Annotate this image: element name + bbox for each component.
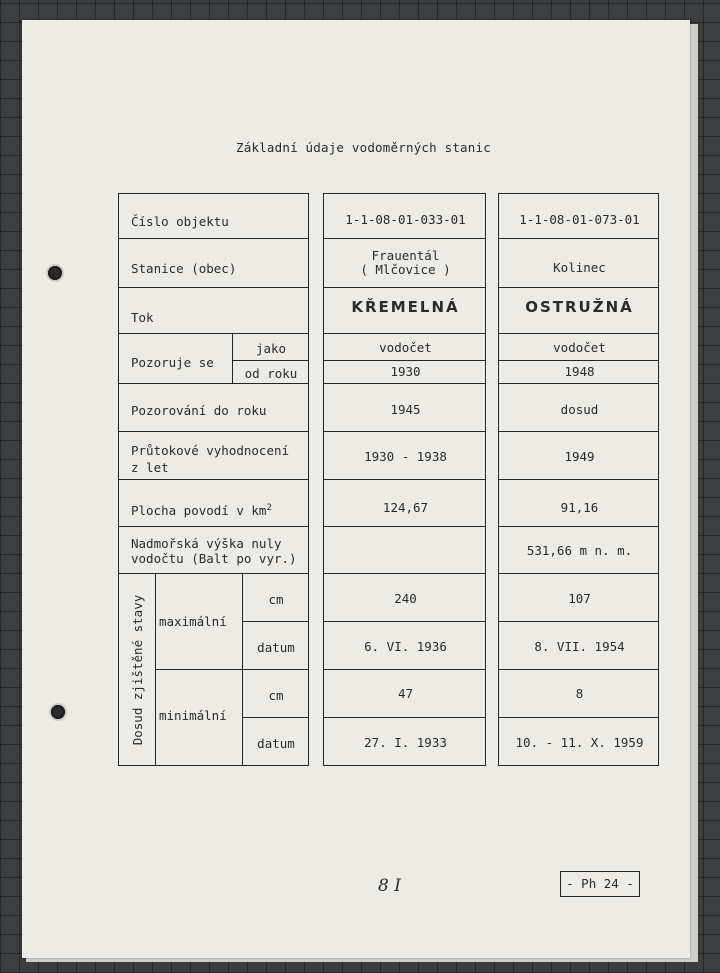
station-2-nadmorska: 531,66 m n. m. [526,543,633,558]
label-table [118,193,309,766]
station-2-table [498,193,659,766]
station-2-max-cm: 107 [568,591,591,606]
label-minimalni: minimální [159,708,227,723]
label-nadmorska-2: vodočtu (Balt po vyr.) [131,551,297,566]
station-1-stanice-2: ( Mlčovice ) [360,262,451,277]
label-tok: Tok [131,310,154,325]
label-max-cm: cm [268,592,284,607]
station-1-od-roku: 1930 [390,364,421,379]
station-1-do-roku: 1945 [390,402,421,417]
label-pozoruje-se: Pozoruje se [131,355,214,370]
station-2-od-roku: 1948 [564,364,595,379]
label-od-roku: od roku [244,366,298,381]
label-pozorovani-do-roku: Pozorování do roku [131,403,267,418]
punch-hole-bottom [51,705,65,719]
station-1-max-datum: 6. VI. 1936 [364,639,447,654]
station-2-cislo: 1-1-08-01-073-01 [519,212,640,227]
label-prutokove-2: z let [131,460,169,475]
station-1-max-cm: 240 [394,591,417,606]
station-2-jako: vodočet [553,340,606,355]
station-2-max-datum: 8. VII. 1954 [534,639,625,654]
label-stanice: Stanice (obec) [131,261,237,276]
station-1-cislo: 1-1-08-01-033-01 [345,212,466,227]
station-1-min-datum: 27. I. 1933 [364,735,447,750]
label-min-datum: datum [257,736,295,751]
station-1-prutok: 1930 - 1938 [364,449,447,464]
station-1-stanice-1: Frauentál [371,248,440,263]
label-maximalni: maximální [159,614,227,629]
station-2-tok: OSTRUŽNÁ [525,298,634,316]
label-jako: jako [255,341,287,356]
station-2-min-datum: 10. - 11. X. 1959 [515,735,644,750]
label-plocha: Plocha povodí v $km^2$ [131,503,272,519]
document-title: Základní údaje vodoměrných stanic [236,140,491,155]
station-1-tok: KŘEMELNÁ [351,298,460,316]
label-min-cm: cm [268,688,284,703]
label-nadmorska-1: Nadmořská výška nuly [131,536,282,551]
station-2-min-cm: 8 [575,686,584,701]
label-dosud-zjistene-stavy: Dosud zjištěné stavy [130,594,145,746]
punch-hole-top [48,266,62,280]
station-2-plocha: 91,16 [560,500,599,515]
station-2-stanice-1: Kolinec [553,260,606,275]
station-2-prutok: 1949 [564,449,595,464]
ph-code-box: - Ph 24 - [560,871,640,897]
label-max-datum: datum [257,640,295,655]
station-2-do-roku: dosud [560,402,599,417]
station-1-min-cm: 47 [397,686,414,701]
page-number: 8 I [378,876,401,896]
station-1-table [323,193,486,766]
station-1-jako: vodočet [379,340,432,355]
label-prutokove-1: Průtokové vyhodnocení [131,443,290,458]
station-1-plocha: 124,67 [382,500,429,515]
label-cislo-objektu: Číslo objektu [131,214,229,229]
